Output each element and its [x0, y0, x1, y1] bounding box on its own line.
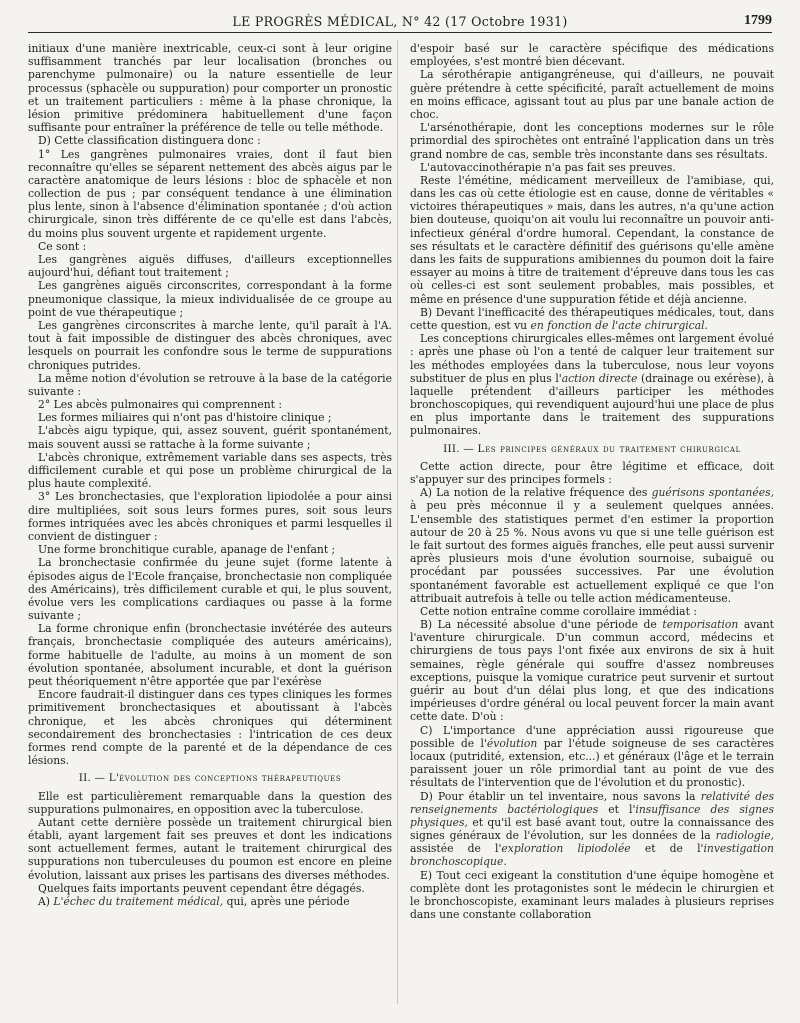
paragraph: La même notion d'évolution se retrouve à la base de la catégorie suivante : — [28, 371, 392, 398]
text-run: et l' — [598, 802, 636, 816]
paragraph: Ce sont : — [38, 239, 87, 253]
left-column — [28, 42, 392, 908]
paragraph — [410, 724, 774, 790]
paragraph: 1° Les gangrènes pulmonaires vraies, dont il faut bien reconnaître qu'elles se séparent nettement des abcès aigus par le caractère anatomique de leurs lésions : bloc de sphacèle et non collection de pus ; par conséquent tendance à une élimination plus lente, sinon à l'absence d'élimination spontanée ; d'où action chirurgicale, sinon très différente de ce qu'elle est dans l'abcès, du moins plus souvent urgente et rapidement urgente. — [28, 147, 392, 240]
paragraph: Une forme bronchitique curable, apanage de l'enfant ; — [38, 543, 336, 557]
text-run: à peu près méconnue il y a seulement quelques années. L'ensemble des statistiques permet d'en estimer la proportion autour de 20 à 25 %. Nous avons vu que si une telle guérison est le fait surtout des formes aiguës franches, elle peut aussi survenir après plusieurs mois d'une évolution sournoise, subaiguë ou procédant par poussées successives. Par une évolution spontanément favorable est actuellement expliqué ce que l'on attribuait autrefois à telle ou telle action médicamenteuse. — [410, 499, 774, 605]
italic-run: investigation bronchoscopique. — [410, 842, 774, 869]
section-heading-3 — [410, 443, 774, 456]
journal-title: LE PROGRÈS MÉDICAL, N° 42 (17 Octobre 1931) — [232, 14, 568, 29]
text-run: B) La nécessité absolue d'une période de — [420, 618, 663, 632]
paragraph: initiaux d'une manière inextricable, ceux-ci sont à leur origine suffisamment tranchés par leur localisation (bronches ou parenchyme pulmonaire) ou la nature essentielle de leur processus (sphacèle ou suppuration) pour comporter un pronostic et un traitement particuliers : même à la phase chronique, la lésion primitive prédominera habituellement d'une façon suffisante pour entraîner la préférence de telle ou telle méthode. — [28, 42, 392, 135]
running-header — [28, 12, 772, 33]
column-divider — [397, 40, 398, 1004]
text-run: B) Devant l'inefficacité des thérapeutiques médicales, tout, dans cette question, est vu — [410, 305, 774, 332]
italic-run: évolution — [486, 736, 538, 750]
italic-run: action directe — [561, 371, 638, 385]
text-run: et qu'il est basé avant tout, outre la connaissance des signes généraux de l'évolution, sur les données de la — [410, 815, 774, 843]
italic-run: L'échec du traitement médical, — [53, 895, 224, 908]
paragraph: La sérothérapie antigangréneuse, qui d'ailleurs, ne pouvait guère prétendre à cette spécificité, paraît actuellement de moins en moins efficace, agissant tout au plus par une banale action de choc. — [410, 68, 774, 121]
italic-run: relativité des renseignements bactériologiques — [410, 789, 774, 816]
text-run: A) La notion de la relative fréquence des — [420, 486, 652, 500]
section-title: Les principes généraux du traitement chirurgical — [477, 442, 741, 455]
paragraph — [410, 618, 774, 724]
paragraph: Cette action directe, pour être légitime et efficace, doit s'appuyer sur des principes formels : — [410, 459, 774, 486]
italic-run: en fonction de l'acte chirurgical. — [530, 318, 708, 332]
paragraph: Les gangrènes circonscrites à marche lente, qu'il paraît à l'A. tout à fait impossible de distinguer des abcès chroniques, avec lesquels on pourrait les confondre sous le terme de suppurations chroniques putrides. — [28, 318, 392, 372]
paragraph: E) Tout ceci exigeant la constitution d'une équipe homogène et complète dont les protagonistes sont le médecin le chirurgien et le bronchoscopiste, examinant leurs malades à plusieurs reprises dans une constante collaboration — [410, 868, 774, 922]
page-number: 1799 — [744, 13, 772, 28]
paragraph: d'espoir basé sur le caractère spécifique des médications employées, s'est montré bien décevant. — [410, 42, 774, 69]
paragraph: D) Cette classification distinguera donc : — [38, 134, 261, 148]
italic-run: guérisons spontanées, — [651, 486, 775, 500]
paragraph: 3° Les bronchectasies, que l'exploration lipiodolée a pour ainsi dire multipliées, soit sous leurs formes pures, soit sous leurs formes intriquées avec les abcès chroniques et parmi lesquelles il convient de distinguer : — [28, 490, 392, 543]
text-run: par l'étude soigneuse de ses caractères locaux (putridité, extension, etc...) et généraux (l'âge et le terrain paraissent jouer un rôle primordial tant au point de vue des résultats de l'intervention que de l'évolution et du pronostic). — [410, 736, 775, 790]
paragraph: Les gangrènes aiguës diffuses, d'ailleurs exceptionnelles aujourd'hui, défiant tout traitement ; — [28, 253, 392, 280]
paragraph: Cette notion entraîne comme corollaire immédiat : — [420, 604, 697, 618]
paragraph: La bronchectasie confirmée du jeune sujet (forme latente à épisodes aigus de l'Ecole française, bronchectasie non compliquée des Américains), très difficilement curable et qui, le plus souvent, évolue vers les complications cardiaques ou passe à la forme suivante ; — [28, 556, 392, 623]
paragraph — [410, 790, 774, 869]
italic-run: exploration lipiodolée — [501, 842, 631, 856]
text-run: D) Pour établir un tel inventaire, nous savons la — [420, 789, 701, 803]
paragraph: Reste l'émétine, médicament merveilleux de l'amibiase, qui, dans les cas où cette étiologie est en cause, donne de véritables « victoires thérapeutiques » mais, dans les autres, n'a qu'une action bien douteuse, quoiqu'on ait voulu lui reconnaître un pouvoir anti-infectieux général d'ordre humoral. Cependant, la constance de ses résultats et le caractère définitif des guérisons qu'elle amène dans les faits de suppurations amibiennes du poumon doit la faire essayer au moins à titre de traitement d'épreuve dans tous les cas où celles-ci est sont seulement probables, mais possibles, et même en présence d'une suppuration fétide et déjà ancienne. — [410, 173, 774, 306]
right-column — [410, 42, 774, 921]
paragraph — [410, 486, 774, 605]
text-run: Les conceptions chirurgicales elles-mêmes ont largement évolué : après une phase où l'on a tenté de calquer leur traitement sur les méthodes employées dans la tuberculose, nous leur voyons substituer de plus en plus l' — [410, 332, 774, 385]
paragraph: L'abcès chronique, extrêmement variable dans ses aspects, très difficilement curable et qui pose un problème chirurgical de la plus haute complexité. — [28, 450, 392, 491]
section-title: évolution des conceptions thérapeutiques — [119, 772, 342, 785]
paragraph: Encore faudrait-il distinguer dans ces types cliniques les formes primitivement bronchectasiques et aboutissant à l'abcès chronique, et les abcès chroniques qui déterminent secondairement des bronchectasies : l'intrication de ces deux formes rend compte de la parenté et de la dépendance de ces lésions. — [28, 688, 392, 768]
paragraph: L'abcès aigu typique, qui, assez souvent, guérit spontanément, mais souvent aussi se rattache à la forme suivante ; — [28, 424, 392, 451]
paragraph: La forme chronique enfin (bronchectasie invétérée des auteurs français, bronchectasie compliquée des auteurs américains), forme habituelle de l'adulte, au moins à un moment de son évolution spontanée, absolument incurable, et dont la guérison peut théoriquement n'être apportée que par l'exérèse — [28, 622, 392, 688]
paragraph — [410, 306, 774, 332]
text-run: (drainage ou exérèse), à laquelle prétendent d'ailleurs participer les méthodes bronchoscopiques, qui revendiquent aujourd'hui une place de plus en plus importante dans le traitement des suppurations pulmonaires. — [410, 371, 775, 438]
paragraph: Elle est particulièrement remarquable dans la question des suppurations pulmonaires, en opposition avec la tuberculose. — [28, 789, 392, 816]
paragraph: 2° Les abcès pulmonaires qui comprennent : — [38, 398, 283, 412]
section-heading-2 — [28, 772, 392, 785]
italic-run: temporisation — [662, 618, 739, 632]
text-run: assistée de l' — [410, 842, 502, 856]
text-run: C) L'importance d'une appréciation aussi rigoureuse que possible de l' — [410, 723, 774, 750]
paragraph: Quelques faits importants peuvent cependant être dégagés. — [38, 881, 365, 895]
paragraph — [410, 332, 774, 438]
paragraph: L'autovaccinothérapie n'a pas fait ses preuves. — [420, 160, 676, 174]
paragraph: Les formes miliaires qui n'ont pas d'histoire clinique ; — [38, 411, 332, 425]
italic-run: radiologie, — [715, 829, 774, 843]
section-number: III. — — [443, 442, 478, 455]
italic-run: insuffisance des signes physiques, — [410, 802, 774, 829]
paragraph: L'arsénothérapie, dont les conceptions modernes sur le rôle primordial des spirochètes ont entraîné l'application dans un très grand nombre de cas, semble très inconstante dans ses résultats. — [410, 121, 774, 161]
text-run: A) — [38, 895, 54, 908]
text-run: avant l'aventure chirurgicale. D'un commun accord, médecins et chirurgiens de tous pays l'ont fixée aux environs de six à huit semaines, règle générale qui souffre d'assez nombreuses exceptions, puisque la vomique curatrice peut survenir et surtout guérir au bout d'un délai plus long, et que des indications impérieuses d'ordre général ou local peuvent forcer la main avant cette date. D'où : — [410, 618, 774, 724]
text-run: qui, après une période — [223, 895, 350, 908]
paragraph: Autant cette dernière possède un traitement chirurgical bien établi, ayant largement fait ses preuves et dont les indications sont actuellement fermes, autant le traitement chirurgical des suppurations non tuberculeuses du poumon est encore en pleine évolution, laissant aux prises les partisans des diverses méthodes. — [28, 815, 392, 882]
text-run: et de l' — [630, 842, 704, 856]
paragraph: Les gangrènes aiguës circonscrites, correspondant à la forme pneumonique classique, la mieux individualisée de ce groupe au point de vue thérapeutique ; — [28, 279, 392, 319]
paragraph — [28, 895, 392, 908]
section-number: II. — L' — [78, 772, 120, 785]
